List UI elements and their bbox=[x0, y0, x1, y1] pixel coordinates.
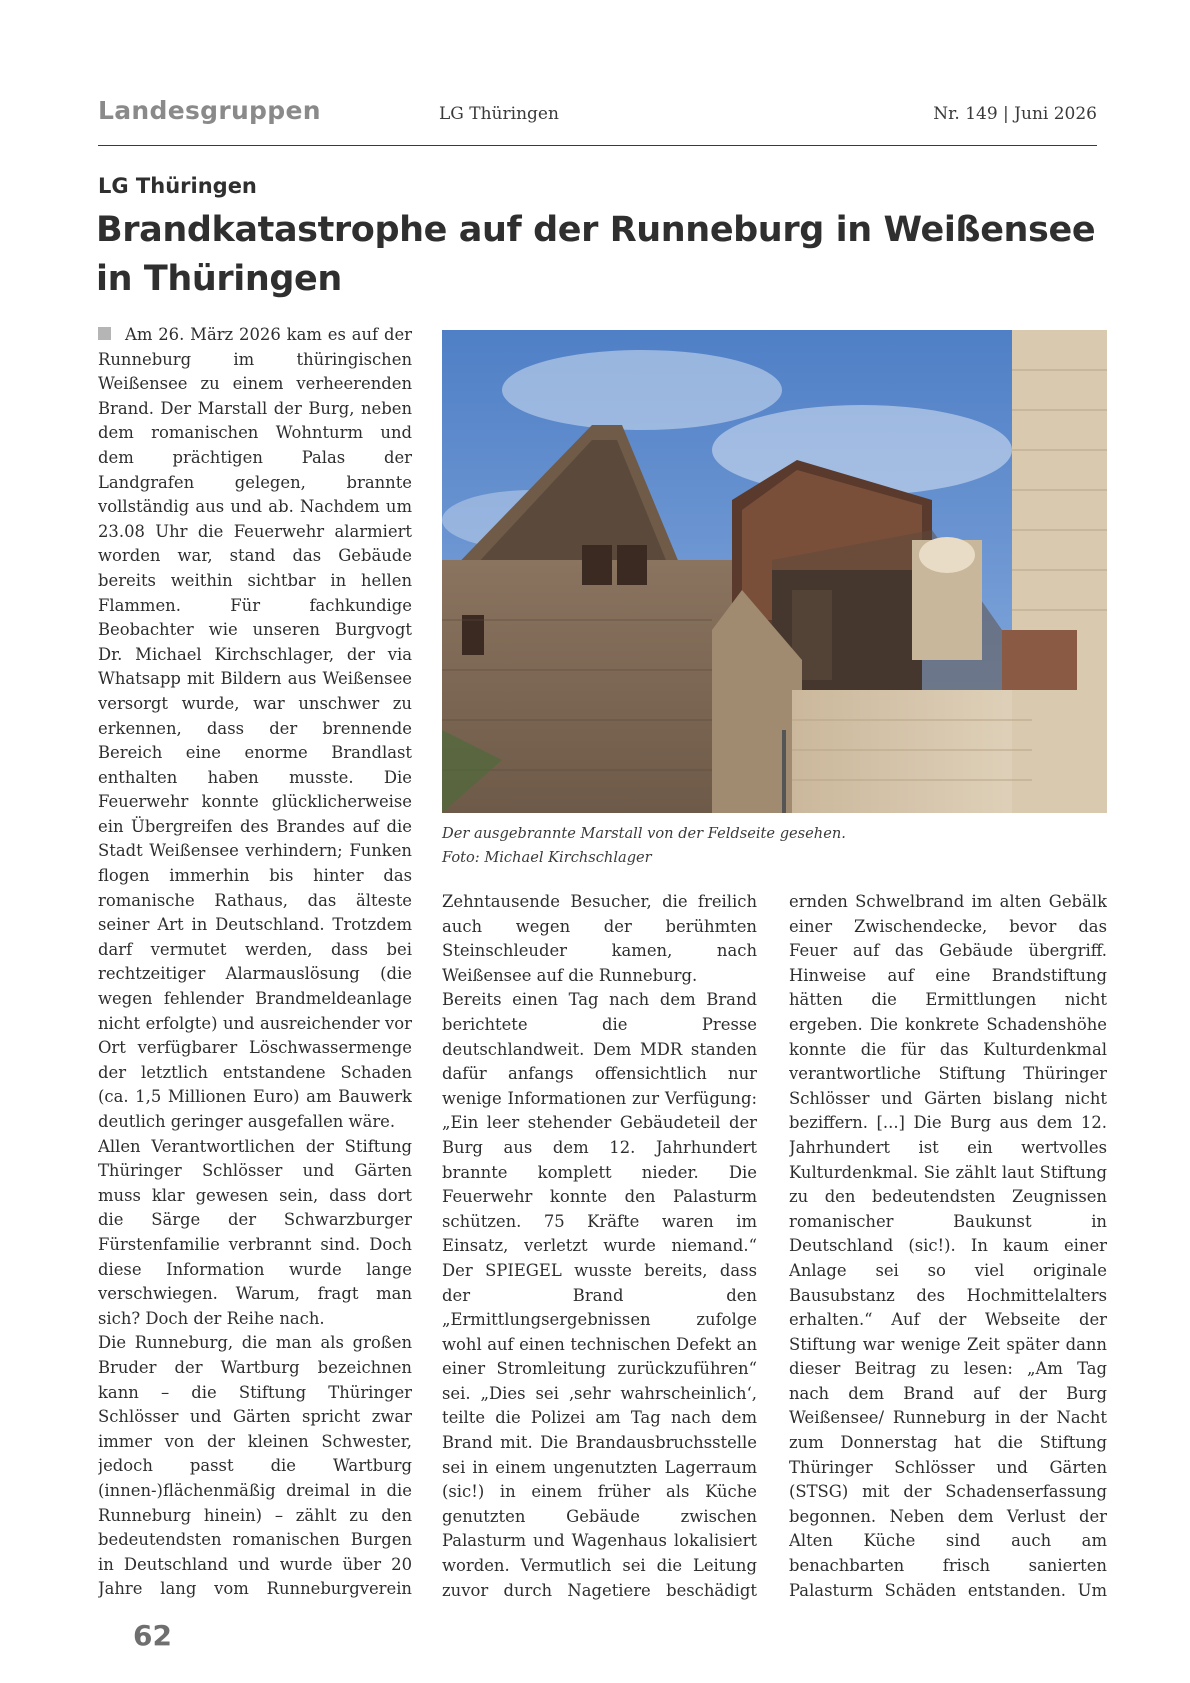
paragraph: Allen Verantwortlichen der Stiftung Thüringer Schlösser und Gärten muss klar gewesen sein, dass dort die Särge der Schwarzburger Fürstenfamilie verbrannt sind. Doch diese Information wurde lange verschwiegen. Warum, fragt man sich? Doch der Reihe nach. bbox=[98, 1136, 412, 1328]
text-column-3 bbox=[789, 890, 1107, 1605]
photo-caption bbox=[442, 822, 1107, 870]
group-label: LG Thüringen bbox=[439, 104, 559, 124]
article-title: Brandkatastrophe auf der Runneburg in Weißensee in Thüringen bbox=[96, 210, 1096, 299]
text-column-2 bbox=[442, 890, 757, 1605]
section-label: Landesgruppen bbox=[98, 96, 321, 125]
castle-photo bbox=[442, 330, 1107, 813]
bullet-square-icon bbox=[98, 327, 111, 340]
caption-text: Der ausgebrannte Marstall von der Feldseite gesehen. bbox=[442, 825, 846, 842]
paragraph bbox=[98, 323, 412, 1135]
paragraph-text: Am 26. März 2026 kam es auf der Runneburg im thüringischen Weißensee zu einem verheerenden Brand. Der Marstall der Burg, neben dem romanischen Wohnturm und dem prächtigen Palas der Landgrafen gelegen, brannte vollständig aus und ab. Nachdem um 23.08 Uhr die Feuerwehr alarmiert worden war, stand das Gebäude bereits weithin sichtbar in hellen Flammen. Für fachkundige Beobachter wie unseren Burgvogt Dr. Michael Kirchschlager, der via Whatsapp mit Bildern aus Weißensee versorgt wurde, war unschwer zu erkennen, dass der brennende Bereich eine enorme Brandlast enthalten haben musste. Die Feuerwehr konnte glücklicherweise ein Übergreifen des Brandes auf die Stadt Weißensee verhindern; Funken flogen immerhin bis hinter das romanische Rathaus, das älteste seiner Art in Deutschland. Trotzdem darf vermutet werden, dass bei rechtzeitiger Alarmauslösung (die wegen fehlender Brandmeldeanlage nicht erfolgte) und ausreichender vor Ort verfügbarer Löschwassermenge der letztlich entstandene Schaden (ca. 1,5 Millionen Euro) am Bauwerk deutlich geringer ausgefallen wäre. bbox=[98, 325, 412, 1131]
photo-credit: Foto: Michael Kirchschlager bbox=[442, 849, 652, 866]
running-header bbox=[98, 96, 1097, 146]
page-number: 62 bbox=[133, 1619, 172, 1652]
paragraph: Zehntausende Besucher, die freilich auch wegen der berühmten Steinschleuder kamen, nach Weißensee auf die Runneburg. bbox=[442, 892, 757, 985]
paragraph: ernden Schwelbrand im alten Gebälk einer Zwischendecke, bevor das Feuer auf das Gebäude übergriff. Hinweise auf eine Brandstiftung hätten die Ermittlungen nicht ergeben. Die konkrete Schadenshöhe konnte die für das Kulturdenkmal verantwortliche Stiftung Thüringer Schlösser und Gärten bislang nicht beziffern. [...] Die Burg aus dem 12. Jahrhundert ist ein wertvolles Kulturdenkmal. Sie zählt laut Stiftung zu den bedeutendsten Zeugnissen romanischer Baukunst in Deutschland (sic!). In kaum einer Anlage sei so viel originale Bausubstanz des Hochmittelalters erhalten.“ Auf der Webseite der Stiftung war wenige Zeit später dann dieser Beitrag zu lesen: „Am Tag nach dem Brand auf der Burg Weißensee/ Runneburg in der Nacht zum Donnerstag hat die Stiftung Thüringer Schlösser und Gärten (STSG) mit der Schadenserfassung begonnen. Neben dem Verlust der Alten Küche sind auch am benachbarten frisch sanierten Palasturm Schäden entstanden. Um bbox=[789, 892, 1107, 1600]
article-kicker: LG Thüringen bbox=[98, 174, 257, 198]
issue-label: Nr. 149 | Juni 2026 bbox=[933, 104, 1097, 124]
text-column-1 bbox=[98, 323, 412, 1605]
paragraph: Die Runneburg, die man als großen Bruder der Wartburg bezeichnen kann – die Stiftung Thüringer Schlösser und Gärten spricht zwar immer von der kleinen Schwester, jedoch passt die Wartburg (innen-)flächenmäßig dreimal in die Runneburg hinein) – zählt zu den bedeutendsten romanischen Burgen in Deutschland und wurde über 20 Jahre lang vom Runneburgverein bbox=[98, 1333, 412, 1599]
burnt-stable-image bbox=[442, 330, 1107, 813]
paragraph: Bereits einen Tag nach dem Brand berichtete die Presse deutschlandweit. Dem MDR standen dafür anfangs offensichtlich nur wenige Informationen zur Verfügung: „Ein leer stehender Gebäudeteil der Burg aus dem 12. Jahrhundert brannte komplett nieder. Die Feuerwehr konnte den Palasturm schützen. 75 Kräfte waren im Einsatz, verletzt wurde niemand.“ Der SPIEGEL wusste bereits, dass der Brand den „Ermittlungsergebnissen zufolge wohl auf einen technischen Defekt an einer Stromleitung zurückzuführen“ sei. „Dies sei ‚sehr wahrscheinlich‘, teilte die Polizei am Tag nach dem Brand mit. Die Brandausbruchsstelle sei in einem ungenutzten Lagerraum (sic!) in einem früher als Küche genutzten Gebäude zwischen Palasturm und Wagenhaus lokalisiert worden. Vermutlich sei die Leitung zuvor durch Nagetiere beschädigt bbox=[442, 990, 757, 1600]
